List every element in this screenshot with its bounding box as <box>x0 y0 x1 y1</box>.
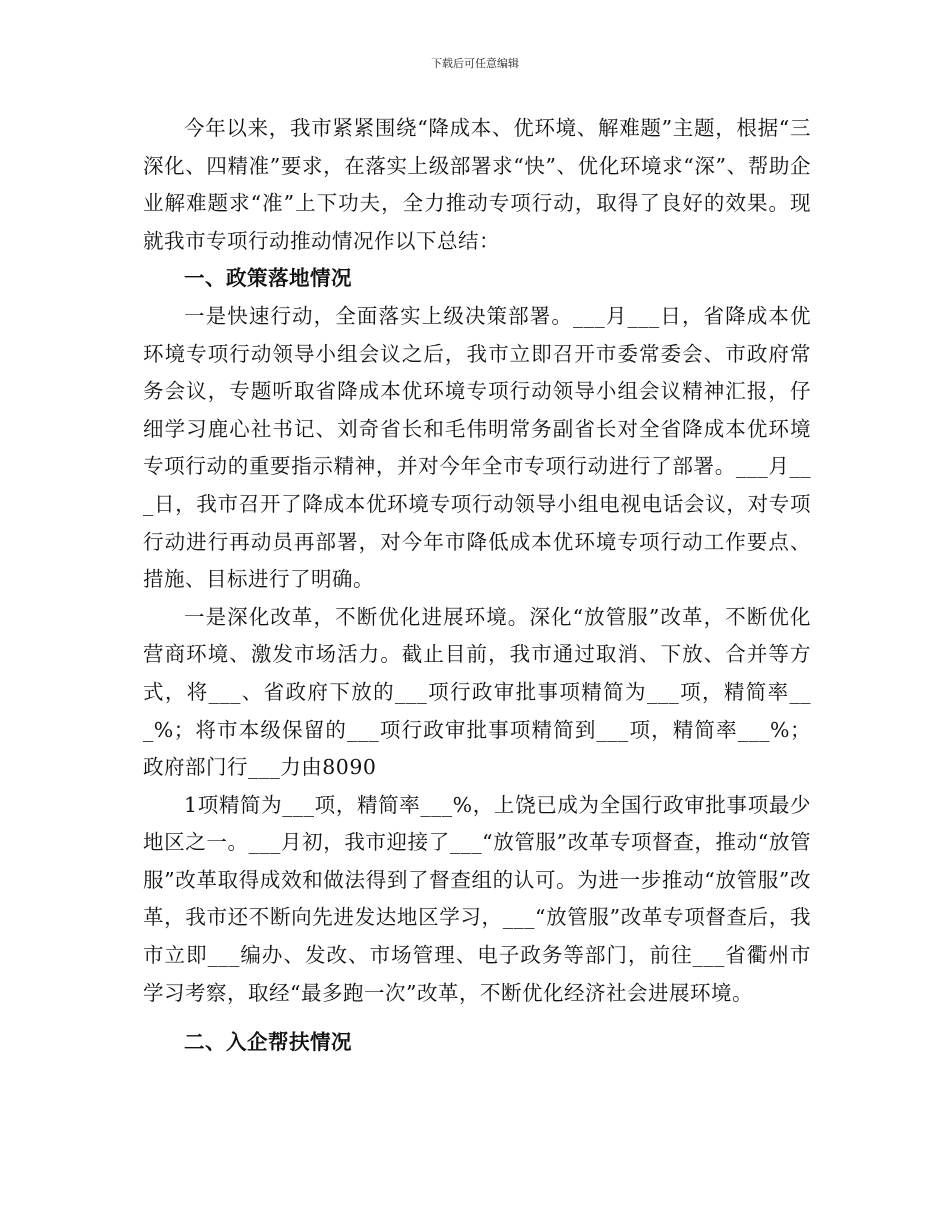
page-header-note: 下载后可任意编辑 <box>431 57 519 70</box>
section-heading-enterprise-support: 二、入企帮扶情况 <box>184 1030 352 1055</box>
section-heading-policy: 一、政策落地情况 <box>184 266 352 291</box>
paragraph-deepen-reform: 一是深化改革，不断优化进展环境。深化“放管服”改革，不断优化营商环境、激发市场活力。截止目前，我市通过取消、下放、合并等方式，将___、省政府下放的___项行政审批事项精简为___项，精简率___%；将市本级保留的___项行政审批事项精简到___项，精简率___%；政府部门行___力由8090 <box>143 604 811 780</box>
paragraph-continuation: 1项精简为___项，精简率___%，上饶已成为全国行政审批事项最少地区之一。___月初，我市迎接了___“放管服”改革专项督查，推动“放管服”改革取得成效和做法得到了督查组的认可。为进一步推动“放管服”改革，我市还不断向先进发达地区学习，___“放管服”改革专项督查后，我市立即___编办、发改、市场管理、电子政务等部门，前往___省衢州市学习考察，取经“最多跑一次”改革，不断优化经济社会进展环境。 <box>143 792 811 1005</box>
intro-paragraph: 今年以来，我市紧紧围绕“降成本、优环境、解难题”主题，根据“三深化、四精准”要求，在落实上级部署求“快”、优化环境求“深”、帮助企业解难题求“准”上下功夫，全力推动专项行动，取得了良好的效果。现就我市专项行动推动情况作以下总结： <box>143 116 811 253</box>
paragraph-rapid-action: 一是快速行动，全面落实上级决策部署。___月___日，省降成本优环境专项行动领导小组会议之后，我市立即召开市委常委会、市政府常务会议，专题听取省降成本优环境专项行动领导小组会议精神汇报，仔细学习鹿心社书记、刘奇省长和毛伟明常务副省长对全省降成本优环境专项行动的重要指示精神，并对今年全市专项行动进行了部署。___月___日，我市召开了降成本优环境专项行动领导小组电视电话会议，对专项行动进行再动员再部署，对今年市降低成本优环境专项行动工作要点、措施、目标进行了明确。 <box>143 303 811 592</box>
document-body <box>143 110 811 1062</box>
